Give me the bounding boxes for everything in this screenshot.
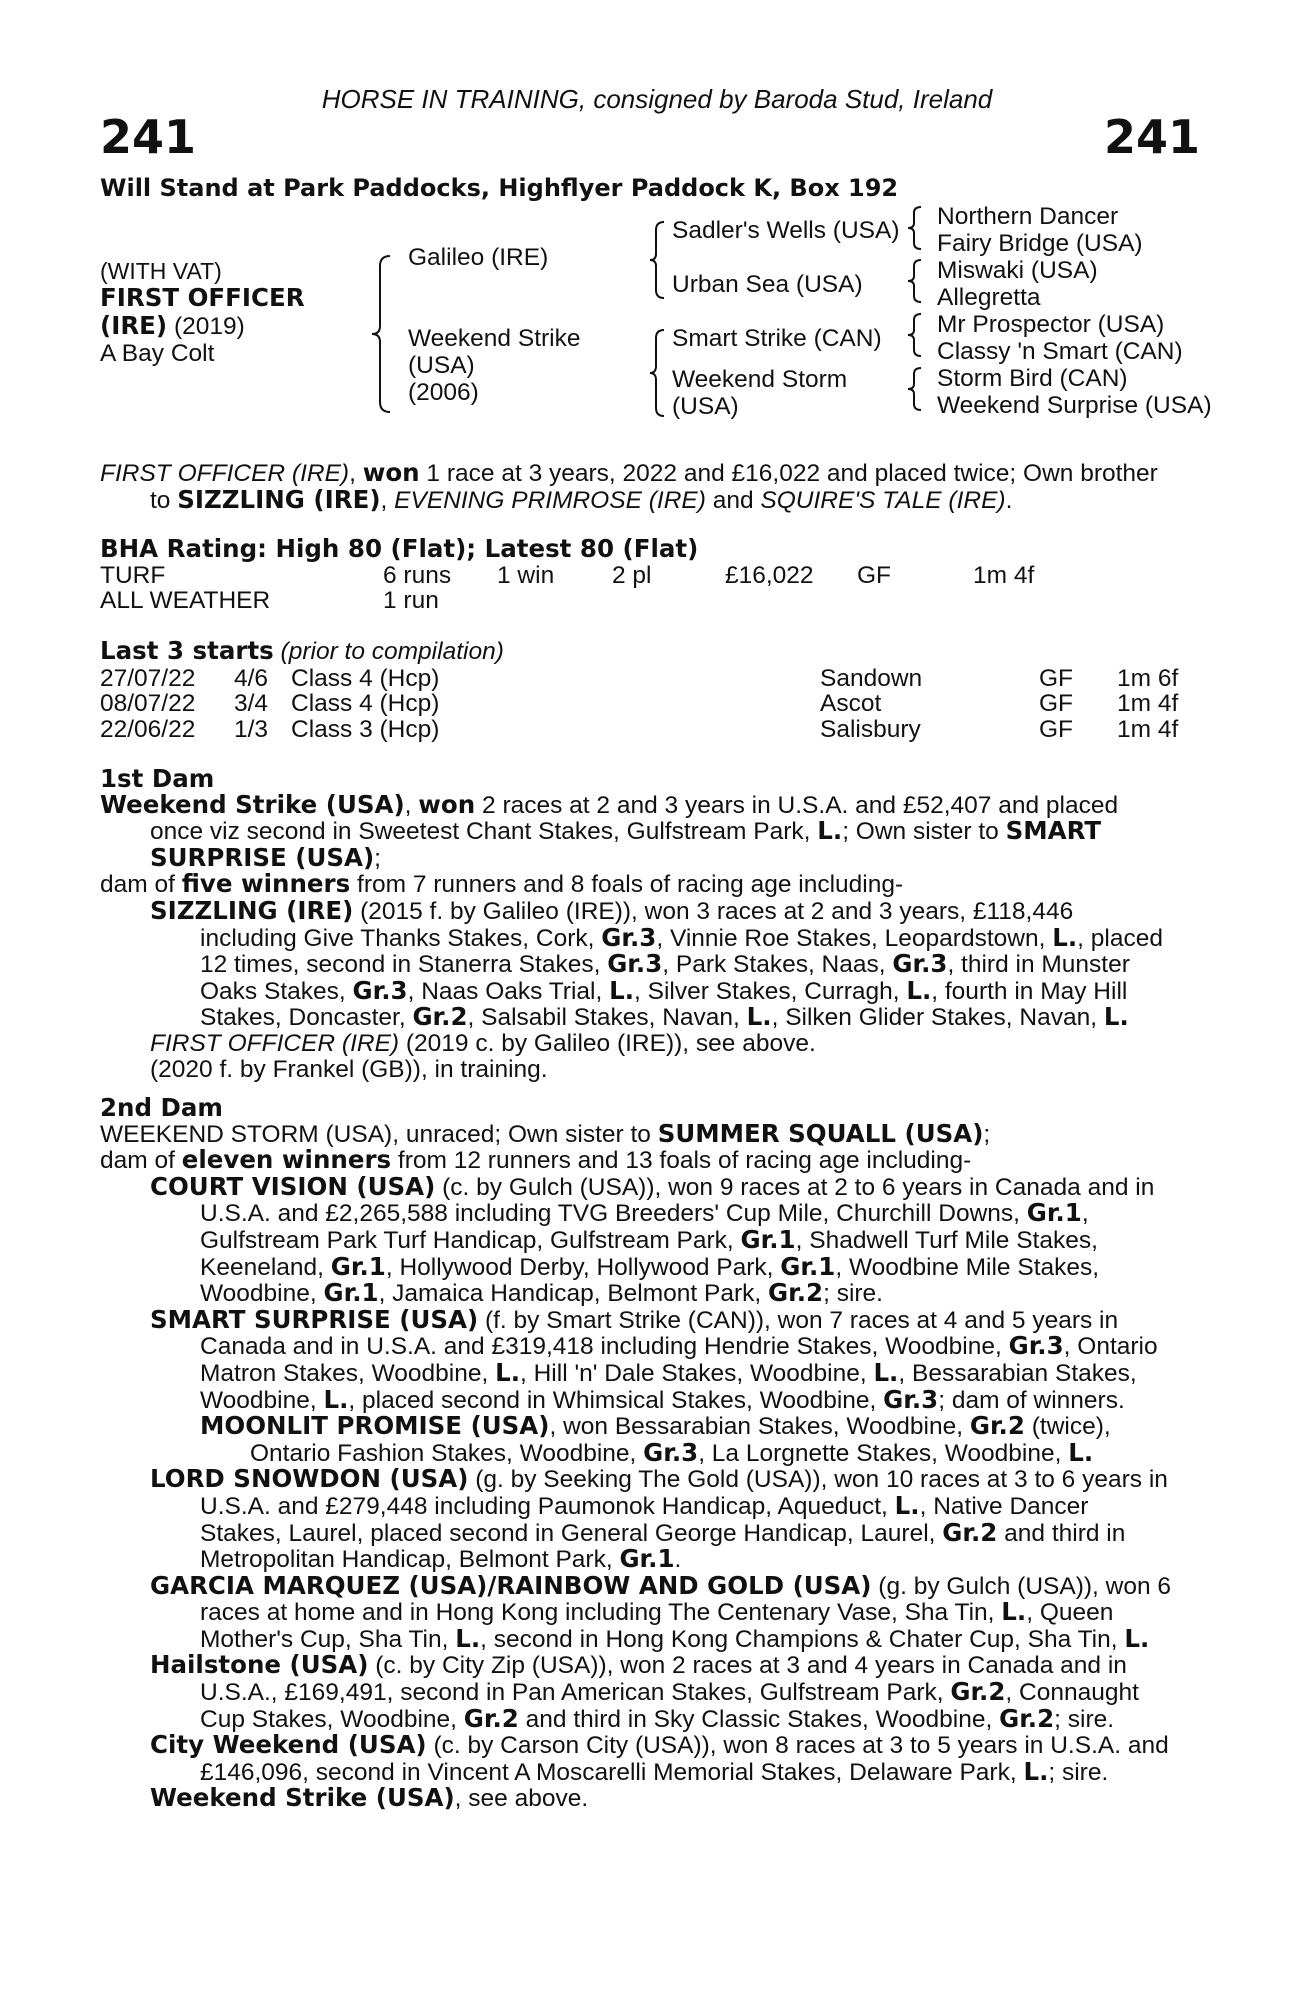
- produce-line: U.S.A., £169,491, second in Pan American Stakes, Gulfstream Park, Gr.2, Connaught: [200, 1677, 1139, 1707]
- first-dam-line: Weekend Strike (USA), won 2 races at 2 and 3 years in U.S.A. and £52,407 and placed: [100, 789, 1119, 819]
- pedigree-brace-dd: [905, 366, 925, 412]
- second-dam-line: WEEKEND STORM (USA), unraced; Own sister to SUMMER SQUALL (USA);: [100, 1118, 991, 1148]
- first-dam-produce-intro: dam of five winners from 7 runners and 8 foals of racing age including-: [100, 869, 904, 899]
- produce-line: including Give Thanks Stakes, Cork, Gr.3, Vinnie Roe Stakes, Leopardstown, L., placed: [200, 922, 1163, 952]
- produce-name: FIRST OFFICER (IRE): [150, 1029, 400, 1057]
- produce-line: Stakes, Doncaster, Gr.2, Salsabil Stakes, Navan, L., Silken Glider Stakes, Navan, L.: [200, 1002, 1129, 1032]
- produce-line: City Weekend (USA) (c. by Carson City (USA)), won 8 races at 3 to 5 years in U.S.A. and: [150, 1730, 1169, 1760]
- horse-origin: (IRE): [100, 311, 168, 340]
- rating-title: BHA Rating: High 80 (Flat); Latest 80 (Flat): [100, 534, 699, 563]
- start-going: GF: [1039, 690, 1074, 718]
- pedigree-sire: Galileo (IRE): [408, 244, 549, 271]
- starts-note: (prior to compilation): [273, 638, 504, 665]
- horse-description: A Bay Colt: [100, 340, 215, 367]
- pedigree-dsd: Classy 'n Smart (CAN): [937, 338, 1183, 365]
- start-row: [100, 716, 1208, 742]
- pedigree-sdd: Allegretta: [937, 284, 1041, 311]
- pedigree-dam-line1: Weekend Strike: [408, 325, 581, 352]
- pedigree-dss: Mr Prospector (USA): [937, 311, 1165, 338]
- rating-section: [100, 536, 1208, 613]
- produce-name: Weekend Strike (USA): [150, 1783, 455, 1813]
- pedigree-brace-ss: [905, 205, 925, 251]
- pedigree-brace-sd: [905, 258, 925, 304]
- start-going: GF: [1039, 664, 1074, 692]
- rating-cell: 1 win: [497, 561, 555, 589]
- produce-line: 12 times, second in Stanerra Stakes, Gr.3, Park Stakes, Naas, Gr.3, third in Munster: [200, 949, 1130, 979]
- produce-name: Hailstone (USA): [150, 1650, 369, 1680]
- produce-line: COURT VISION (USA) (c. by Gulch (USA)), won 9 races at 2 to 6 years in Canada and in: [150, 1171, 1155, 1201]
- produce-line: Canada and in U.S.A. and £319,418 including Hendrie Stakes, Woodbine, Gr.3, Ontario: [200, 1331, 1158, 1361]
- horse-summary: [100, 460, 1208, 513]
- summary-text5: .: [1005, 486, 1013, 514]
- produce-name: GARCIA MARQUEZ (USA)/RAINBOW AND GOLD (USA): [150, 1570, 872, 1600]
- rating-cell: TURF: [100, 561, 166, 589]
- start-position: 1/3: [234, 715, 269, 743]
- summary-text2: to: [150, 486, 178, 514]
- horse-name: FIRST OFFICER: [100, 283, 305, 312]
- stand-location: Will Stand at Park Paddocks, Highflyer Paddock K, Box 192: [100, 174, 899, 202]
- rating-cell: ALL WEATHER: [100, 587, 271, 615]
- start-class: Class 4 (Hcp): [291, 690, 440, 718]
- produce-line: Gulfstream Park Turf Handicap, Gulfstream Park, Gr.1, Shadwell Turf Mile Stakes,: [200, 1224, 1098, 1254]
- produce-line: LORD SNOWDON (USA) (g. by Seeking The Gold (USA)), won 10 races at 3 to 6 years in: [150, 1464, 1168, 1494]
- horse-year: (2019): [173, 313, 245, 340]
- produce-line: MOONLIT PROMISE (USA), won Bessarabian Stakes, Woodbine, Gr.2 (twice),: [200, 1411, 1111, 1441]
- start-class: Class 3 (Hcp): [291, 715, 440, 743]
- pedigree-dds: Storm Bird (CAN): [937, 365, 1128, 392]
- first-dam-section: [100, 766, 1208, 1082]
- pedigree-dam-dam-line1: Weekend Storm: [672, 366, 848, 393]
- rating-cell: 2 pl: [612, 561, 652, 589]
- produce-name: COURT VISION (USA): [150, 1171, 436, 1201]
- summary-text3: ,: [380, 486, 395, 514]
- summary-horse: FIRST OFFICER (IRE): [100, 460, 350, 487]
- produce-line: U.S.A. and £2,265,588 including TVG Breeders' Cup Mile, Churchill Downs, Gr.1,: [200, 1198, 1089, 1228]
- rating-cell: 1 run: [383, 587, 439, 615]
- pedigree-brace-ds: [905, 312, 925, 358]
- start-row: [100, 690, 1208, 716]
- summary-sibling-2: EVENING PRIMROSE (IRE): [394, 486, 706, 514]
- lot-number-left: 241: [100, 110, 197, 164]
- summary-comma: ,: [349, 460, 363, 487]
- start-row: [100, 665, 1208, 691]
- start-position: 4/6: [234, 664, 269, 692]
- pedigree-brace-sire: [648, 220, 668, 300]
- pedigree-ddd: Weekend Surprise (USA): [937, 392, 1212, 419]
- produce-line: Keeneland, Gr.1, Hollywood Derby, Hollywood Park, Gr.1, Woodbine Mile Stakes,: [200, 1251, 1100, 1281]
- pedigree-sds: Miswaki (USA): [937, 257, 1098, 284]
- start-going: GF: [1039, 715, 1074, 743]
- consignment-line: HORSE IN TRAINING, consigned by Baroda Stud, Ireland: [321, 84, 993, 114]
- start-class: Class 4 (Hcp): [291, 664, 440, 692]
- first-dam-name: Weekend Strike (USA): [100, 789, 405, 819]
- first-dam-text: 2 races at 2 and 3 years in U.S.A. and £52,407 and placed: [475, 791, 1119, 819]
- pedigree-dam-dam-line2: (USA): [672, 393, 739, 420]
- produce-line: SIZZLING (IRE) (2015 f. by Galileo (IRE)), won 3 races at 2 and 3 years, £118,446: [150, 895, 1074, 925]
- last-starts-section: [100, 638, 1208, 741]
- start-distance: 1m 4f: [1117, 715, 1179, 743]
- vat-note: (WITH VAT): [100, 258, 222, 284]
- summary-won: won: [362, 458, 420, 487]
- summary-sibling-1: SIZZLING (IRE): [177, 484, 381, 514]
- produce-line: (2020 f. by Frankel (GB)), in training.: [150, 1055, 548, 1083]
- produce-line: FIRST OFFICER (IRE) (2019 c. by Galileo (IRE)), see above.: [150, 1029, 816, 1057]
- produce-line: races at home and in Hong Kong including The Centenary Vase, Sha Tin, L., Queen: [200, 1597, 1114, 1627]
- start-course: Sandown: [820, 664, 923, 692]
- produce-name: MOONLIT PROMISE (USA): [200, 1411, 550, 1441]
- summary-text1: 1 race at 3 years, 2022 and £16,022 and placed twice; Own brother: [419, 460, 1158, 487]
- produce-line: Mother's Cup, Sha Tin, L., second in Hong Kong Champions & Chater Cup, Sha Tin, L.: [200, 1623, 1150, 1653]
- produce-line: Cup Stakes, Woodbine, Gr.2 and third in Sky Classic Stakes, Woodbine, Gr.2; sire.: [200, 1703, 1115, 1733]
- start-date: 08/07/22: [100, 690, 196, 718]
- second-dam-produce-intro: dam of eleven winners from 12 runners and 13 foals of racing age including-: [100, 1145, 972, 1175]
- start-distance: 1m 6f: [1117, 664, 1179, 692]
- produce-line: Oaks Stakes, Gr.3, Naas Oaks Trial, L., Silver Stakes, Curragh, L., fourth in May Hill: [200, 975, 1128, 1005]
- start-position: 3/4: [234, 690, 269, 718]
- horse-name-line2: [100, 313, 245, 340]
- produce-line: SMART SURPRISE (USA) (f. by Smart Strike (CAN)), won 7 races at 4 and 5 years in: [150, 1304, 1119, 1334]
- produce-name: LORD SNOWDON (USA): [150, 1464, 469, 1494]
- second-dam-section: [100, 1095, 1208, 1812]
- first-dam-line: once viz second in Sweetest Chant Stakes, Gulfstream Park, L.; Own sister to SMART: [150, 816, 1102, 846]
- rating-aw-row: [100, 587, 1208, 613]
- pedigree-ssd: Fairy Bridge (USA): [937, 230, 1143, 257]
- start-course: Ascot: [820, 690, 882, 718]
- pedigree-brace-dam: [648, 328, 668, 418]
- produce-line: Stakes, Laurel, placed second in General George Handicap, Laurel, Gr.2 and third in: [200, 1517, 1126, 1547]
- rating-cell: 1m 4f: [973, 561, 1035, 589]
- pedigree-dam-line2: (USA): [408, 352, 475, 379]
- pedigree-dam-line3: (2006): [408, 379, 479, 406]
- first-dam-won: won: [418, 789, 476, 819]
- first-dam-title: 1st Dam: [100, 764, 215, 793]
- pedigree-sire-sire: Sadler's Wells (USA): [672, 217, 900, 244]
- pedigree-brace-gen1: [370, 254, 394, 414]
- produce-name: City Weekend (USA): [150, 1730, 427, 1760]
- rating-cell: £16,022: [725, 561, 814, 589]
- produce-line: Woodbine, L., placed second in Whimsical Stakes, Woodbine, Gr.3; dam of winners.: [200, 1384, 1125, 1414]
- produce-name: SIZZLING (IRE): [150, 895, 354, 925]
- produce-line: £146,096, second in Vincent A Moscarelli Memorial Stakes, Delaware Park, L.; sire.: [200, 1756, 1109, 1786]
- produce-line: Matron Stakes, Woodbine, L., Hill 'n' Dale Stakes, Woodbine, L., Bessarabian Stakes,: [200, 1357, 1137, 1387]
- start-date: 22/06/22: [100, 715, 196, 743]
- lot-number-right: 241: [1103, 110, 1200, 164]
- start-distance: 1m 4f: [1117, 690, 1179, 718]
- rating-cell: GF: [857, 561, 892, 589]
- produce-line: GARCIA MARQUEZ (USA)/RAINBOW AND GOLD (USA) (g. by Gulch (USA)), won 6: [150, 1570, 1172, 1600]
- produce-name: SMART SURPRISE (USA): [150, 1304, 479, 1334]
- first-dam-line: SURPRISE (USA);: [150, 842, 381, 872]
- start-date: 27/07/22: [100, 664, 196, 692]
- starts-title: Last 3 starts: [100, 636, 274, 665]
- pedigree-sss: Northern Dancer: [937, 203, 1119, 230]
- pedigree-sire-dam: Urban Sea (USA): [672, 271, 863, 298]
- rating-cell: 6 runs: [383, 561, 452, 589]
- second-dam-title: 2nd Dam: [100, 1093, 223, 1122]
- produce-line: Hailstone (USA) (c. by City Zip (USA)), won 2 races at 3 and 4 years in Canada and in: [150, 1650, 1127, 1680]
- produce-line: Weekend Strike (USA), see above.: [150, 1783, 589, 1813]
- produce-line: Metropolitan Handicap, Belmont Park, Gr.1.: [200, 1544, 682, 1574]
- produce-line: U.S.A. and £279,448 including Paumonok Handicap, Aqueduct, L., Native Dancer: [200, 1490, 1089, 1520]
- start-course: Salisbury: [820, 715, 921, 743]
- produce-line: Woodbine, Gr.1, Jamaica Handicap, Belmont Park, Gr.2; sire.: [200, 1278, 883, 1308]
- produce-line: Ontario Fashion Stakes, Woodbine, Gr.3, La Lorgnette Stakes, Woodbine, L.: [250, 1437, 1094, 1467]
- pedigree-dam-sire: Smart Strike (CAN): [672, 325, 882, 352]
- rating-turf-row: [100, 562, 1208, 588]
- summary-sibling-3: SQUIRE'S TALE (IRE): [760, 486, 1006, 514]
- summary-text4: and: [705, 486, 761, 514]
